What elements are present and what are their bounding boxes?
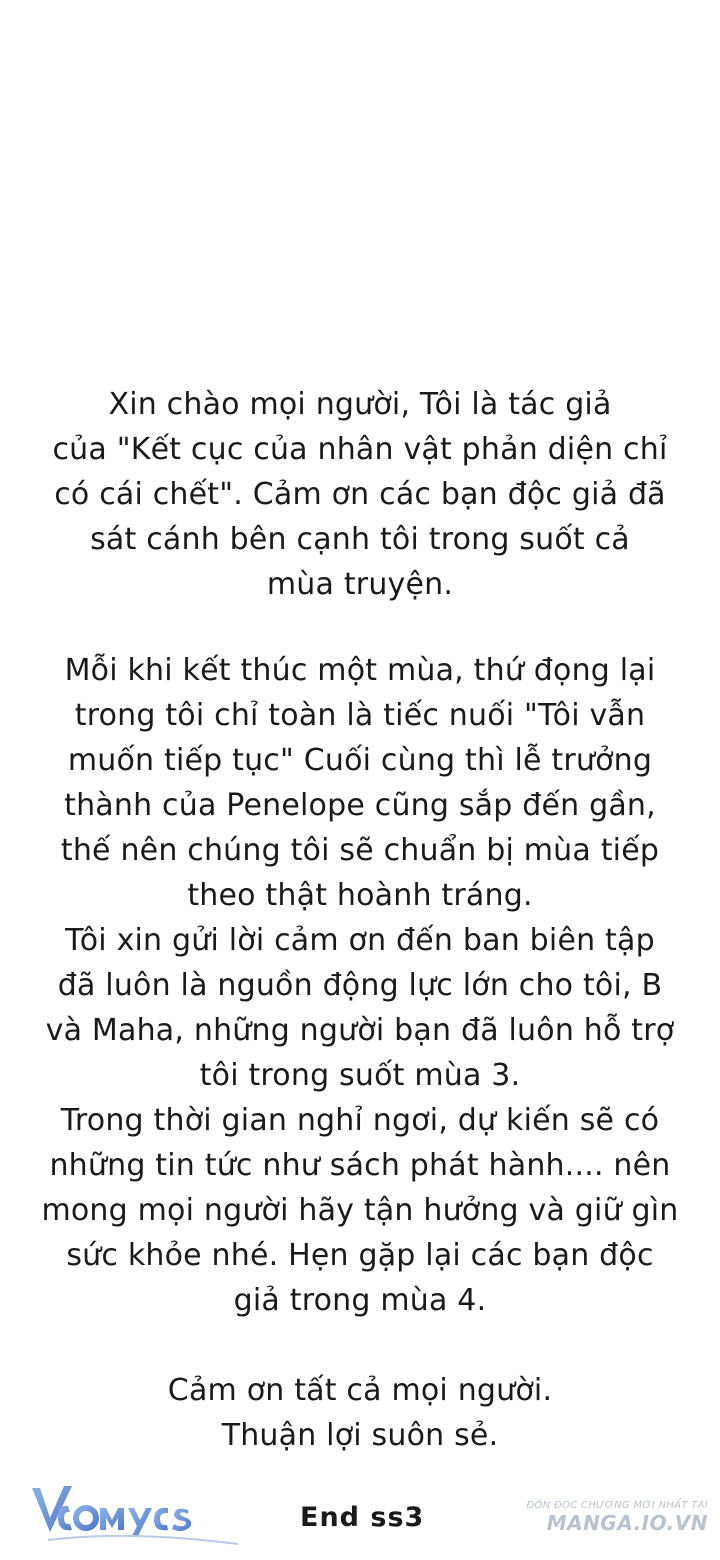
vcomycs-logo — [28, 1480, 248, 1552]
closing-text: Cảm ơn tất cả mọi người. Thuận lợi suôn sẻ. — [167, 1373, 553, 1453]
watermark-top-text: ĐÓN ĐỌC CHƯƠNG MỚI NHẤT TẠI — [526, 1500, 708, 1511]
watermark-site-text: MANGA.IO.VN — [546, 1511, 708, 1535]
body-text: Mỗi khi kết thúc một mùa, thứ đọng lại trong tôi chỉ toàn là tiếc nuối "Tôi vẫn muốn tiếp tục" Cuối cùng thì lễ trưởng thành của Penelope cũng sắp đến gần, thế nên chúng tôi sẽ chuẩn bị mùa tiếp theo thật hoành tráng. Tôi xin gửi lời cảm ơn đến ban biên tập đã luôn là nguồn động lực lớn cho tôi, B và Maha, những người bạn đã luôn hỗ trợ tôi trong suốt mùa 3. Trong thời gian nghỉ ngơi, dự kiến sẽ có những tin tức như sách phát hành.... nên mong mọi người hãy tận hưởng và giữ gìn sức khỏe nhé. Hẹn gặp lại các bạn độc giả trong mùa 4. — [41, 653, 679, 1318]
watermark — [498, 1500, 708, 1535]
intro-text: Xin chào mọi người, Tôi là tác giả của "Kết cục của nhân vật phản diện chỉ có cái chết". Cảm ơn các bạn độc giả đã sát cánh bên cạnh tôi trong suốt cả mùa truyện. — [52, 387, 668, 602]
author-note-intro — [40, 382, 680, 607]
author-note-body — [40, 648, 680, 1323]
author-note-closing — [40, 1368, 680, 1458]
end-season-label: End ss3 — [300, 1502, 425, 1533]
